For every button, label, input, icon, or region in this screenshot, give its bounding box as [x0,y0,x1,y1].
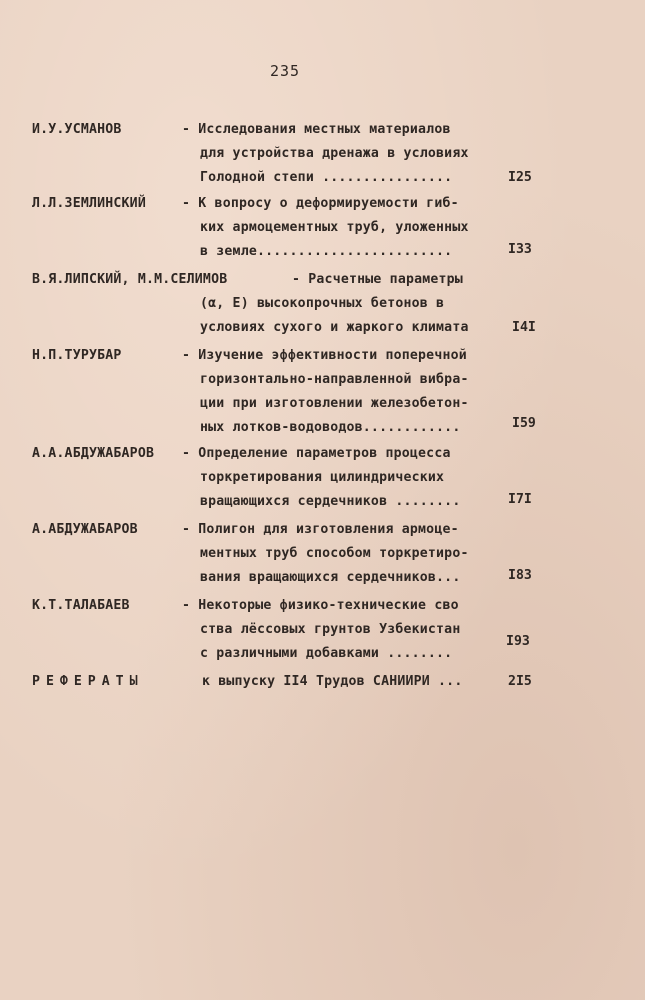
entry-title-line: Голодной степи ................ [200,170,453,185]
entry-author: И.У.УСМАНОВ [32,122,122,137]
entry-title-line: - Некоторые физико-технические сво [182,598,459,613]
entry-page: I93 [506,634,530,649]
entry-title-line: условиях сухого и жаркого климата [200,320,469,335]
entry-author: В.Я.ЛИПСКИЙ, М.М.СЕЛИМОВ [32,272,228,287]
entry-title-line: ства лёссовых грунтов Узбекистан [200,622,461,637]
entry-page: I4I [512,320,536,335]
entry-title-line: ких армоцементных труб, уложенных [200,220,469,235]
entry-author: К.Т.ТАЛАБАЕВ [32,598,130,613]
entry-title-line: для устройства дренажа в условиях [200,146,469,161]
entry-page: I7I [508,492,532,507]
entry-title-line: ных лотков-водоводов............ [200,420,461,435]
entry-title-line: - Определение параметров процесса [182,446,451,461]
entry-title-line: - Расчетные параметры [292,272,463,287]
referaty-label: РЕФЕРАТЫ [32,674,144,689]
entry-page: I83 [508,568,532,583]
entry-title-line: вращающихся сердечников ........ [200,494,461,509]
entry-title-line: ции при изготовлении железобетон- [200,396,469,411]
entry-title-line: с различными добавками ........ [200,646,453,661]
entry-author: Н.П.ТУРУБАР [32,348,122,363]
entry-page: I59 [512,416,536,431]
entry-page: I25 [508,170,532,185]
entry-page: I33 [508,242,532,257]
entry-title-line: в земле........................ [200,244,453,259]
entry-author: А.А.АБДУЖАБАРОВ [32,446,155,461]
entry-title-line: - Исследования местных материалов [182,122,451,137]
entry-title-line: ментных труб способом торкретиро- [200,546,469,561]
entry-title-line: - Изучение эффективности поперечной [182,348,467,363]
entry-title-line: горизонтально-направленной вибра- [200,372,469,387]
page-number: 235 [270,62,301,80]
entry-title-line: вания вращающихся сердечников... [200,570,461,585]
entry-title-line: - К вопросу о деформируемости гиб- [182,196,459,211]
entry-title-line: торкретирования цилиндрических [200,470,445,485]
referaty-page: 2I5 [508,674,532,689]
entry-author: Л.Л.ЗЕМЛИНСКИЙ [32,196,146,211]
entry-title-line: (α, Е) высокопрочных бетонов в [200,296,445,311]
entry-author: А.АБДУЖАБАРОВ [32,522,138,537]
entry-title-line: - Полигон для изготовления армоце- [182,522,459,537]
referaty-text: к выпуску II4 Трудов САНИИРИ ... [202,674,463,689]
